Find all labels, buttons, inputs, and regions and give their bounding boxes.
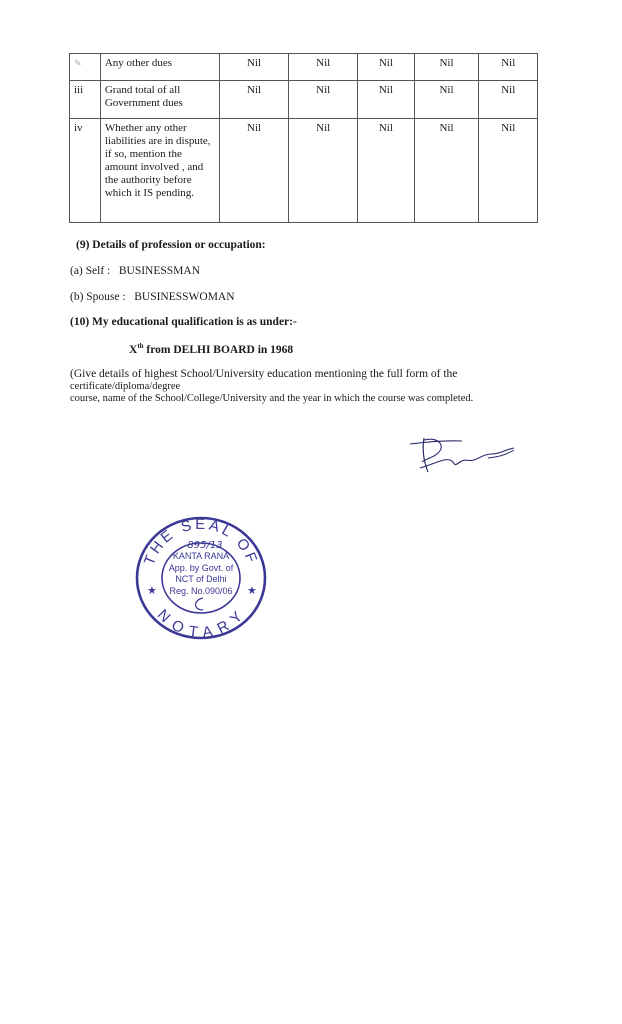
value-cell: Nil bbox=[219, 119, 288, 223]
self-label: (a) Self : bbox=[70, 265, 111, 277]
seal-star-right: ★ bbox=[247, 585, 257, 597]
value-cell: Nil bbox=[479, 119, 538, 223]
seal-star-left: ★ bbox=[147, 585, 157, 597]
svg-text:NOTARY bbox=[154, 606, 248, 640]
table-row bbox=[70, 119, 538, 223]
self-occupation bbox=[70, 265, 200, 277]
value-cell: Nil bbox=[479, 81, 538, 119]
value-cell: Nil bbox=[358, 81, 414, 119]
row-number bbox=[70, 54, 101, 81]
value-cell: Nil bbox=[289, 119, 358, 223]
qualification-board: from DELHI BOARD in 1968 bbox=[143, 343, 294, 356]
value-cell: Nil bbox=[358, 119, 414, 223]
value-cell: Nil bbox=[289, 81, 358, 119]
signature bbox=[404, 432, 518, 478]
section-10-heading: (10) My educational qualification is as under:- bbox=[70, 316, 297, 328]
row-description: Whether any other liabilities are in dispute, if so, mention the amount involved , and the authority before which it IS pending. bbox=[100, 119, 219, 223]
table-row bbox=[70, 81, 538, 119]
row-description: Grand total of all Government dues bbox=[100, 81, 219, 119]
seal-outer-bottom-text: NOTARY bbox=[153, 606, 249, 640]
note-line-3: course, name of the School/College/University and the year in which the course was completed. bbox=[70, 393, 474, 404]
qualification-superscript: th bbox=[137, 342, 144, 350]
spouse-label: (b) Spouse : bbox=[70, 291, 126, 303]
table-row bbox=[70, 54, 538, 81]
seal-line-2: App. by Govt. of bbox=[168, 563, 234, 573]
value-cell: Nil bbox=[414, 54, 479, 81]
note-line-2: certificate/diploma/degree bbox=[70, 381, 181, 392]
row-number: iii bbox=[70, 81, 101, 119]
educational-qualification bbox=[129, 342, 293, 356]
seal-line-4: Reg. No.090/06 bbox=[169, 586, 233, 596]
seal-handwritten-number: 895/13 bbox=[187, 540, 223, 551]
value-cell: Nil bbox=[358, 54, 414, 81]
value-cell: Nil bbox=[219, 54, 288, 81]
value-cell: Nil bbox=[414, 119, 479, 223]
self-value: BUSINESSMAN bbox=[118, 265, 201, 277]
value-cell: Nil bbox=[289, 54, 358, 81]
seal-line-3: NCT of Delhi bbox=[175, 574, 227, 584]
value-cell: Nil bbox=[414, 81, 479, 119]
qualification-grade: X bbox=[129, 343, 138, 356]
spouse-occupation bbox=[70, 291, 235, 303]
dues-table bbox=[69, 53, 538, 223]
value-cell: Nil bbox=[219, 81, 288, 119]
note-line-1: (Give details of highest School/University education mentioning the full form of the bbox=[70, 368, 458, 380]
seal-outer-top-text: THE SEAL OF bbox=[140, 515, 262, 568]
spouse-value: BUSINESSWOMAN bbox=[134, 291, 235, 303]
smudge-mark: ✎ bbox=[74, 58, 82, 68]
row-description: Any other dues bbox=[100, 54, 219, 81]
value-cell: Nil bbox=[479, 54, 538, 81]
notary-seal bbox=[133, 512, 269, 640]
section-9-heading: (9) Details of profession or occupation: bbox=[76, 239, 266, 251]
seal-line-1: KANTA RANA bbox=[172, 551, 230, 561]
row-number: iv bbox=[70, 119, 101, 223]
